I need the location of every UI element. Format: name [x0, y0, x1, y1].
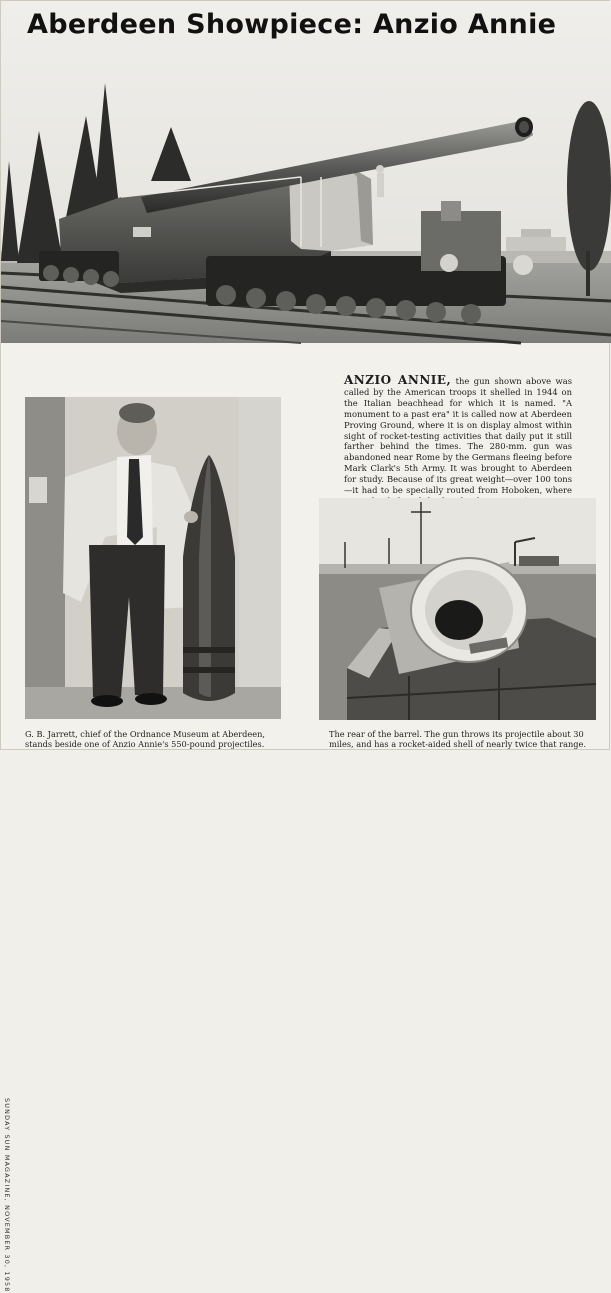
curator-illustration [25, 397, 281, 719]
railway-gun-illustration [1, 1, 611, 343]
caption-right: The rear of the barrel. The gun throws its projectile about 30 miles, and has a rocket-aided shell of nearly twice that range. [329, 729, 586, 750]
article-lead: ANZIO ANNIE, [344, 373, 452, 387]
curator-with-shell-photo [25, 397, 281, 719]
article-text: the gun shown above was called by the American troops it shelled in 1944 on the Italian beachhead for which it is named. "A monument to a past era" it is called now at Aberdeen Proving Ground, where it is on display almost within sight of rocket-testing activities that daily put it still farther behind the times. The 280-mm. gun was abandoned near Rome by the Germans fleeing before Mark Clark's 5th Army. It was brought to Aberdeen for study. Because of its great weight—over 100 tons—it had to be specially routed from Hoboken, where [344, 376, 573, 496]
breech-illustration [319, 498, 596, 720]
article-body [344, 375, 572, 507]
caption-left: G. B. Jarrett, chief of the Ordnance Museum at Aberdeen, stands beside one of Anzio Annie's 550-pound projectiles. [25, 729, 265, 750]
page-title: Aberdeen Showpiece: Anzio Annie [27, 9, 557, 40]
railway-gun-photo [1, 1, 611, 343]
barrel-breech-photo [319, 498, 596, 720]
side-credit: SUNDAY SUN MAGAZINE, NOVEMBER 30, 1958 [3, 1098, 11, 1293]
side-credit-wrapper [3, 549, 17, 1293]
